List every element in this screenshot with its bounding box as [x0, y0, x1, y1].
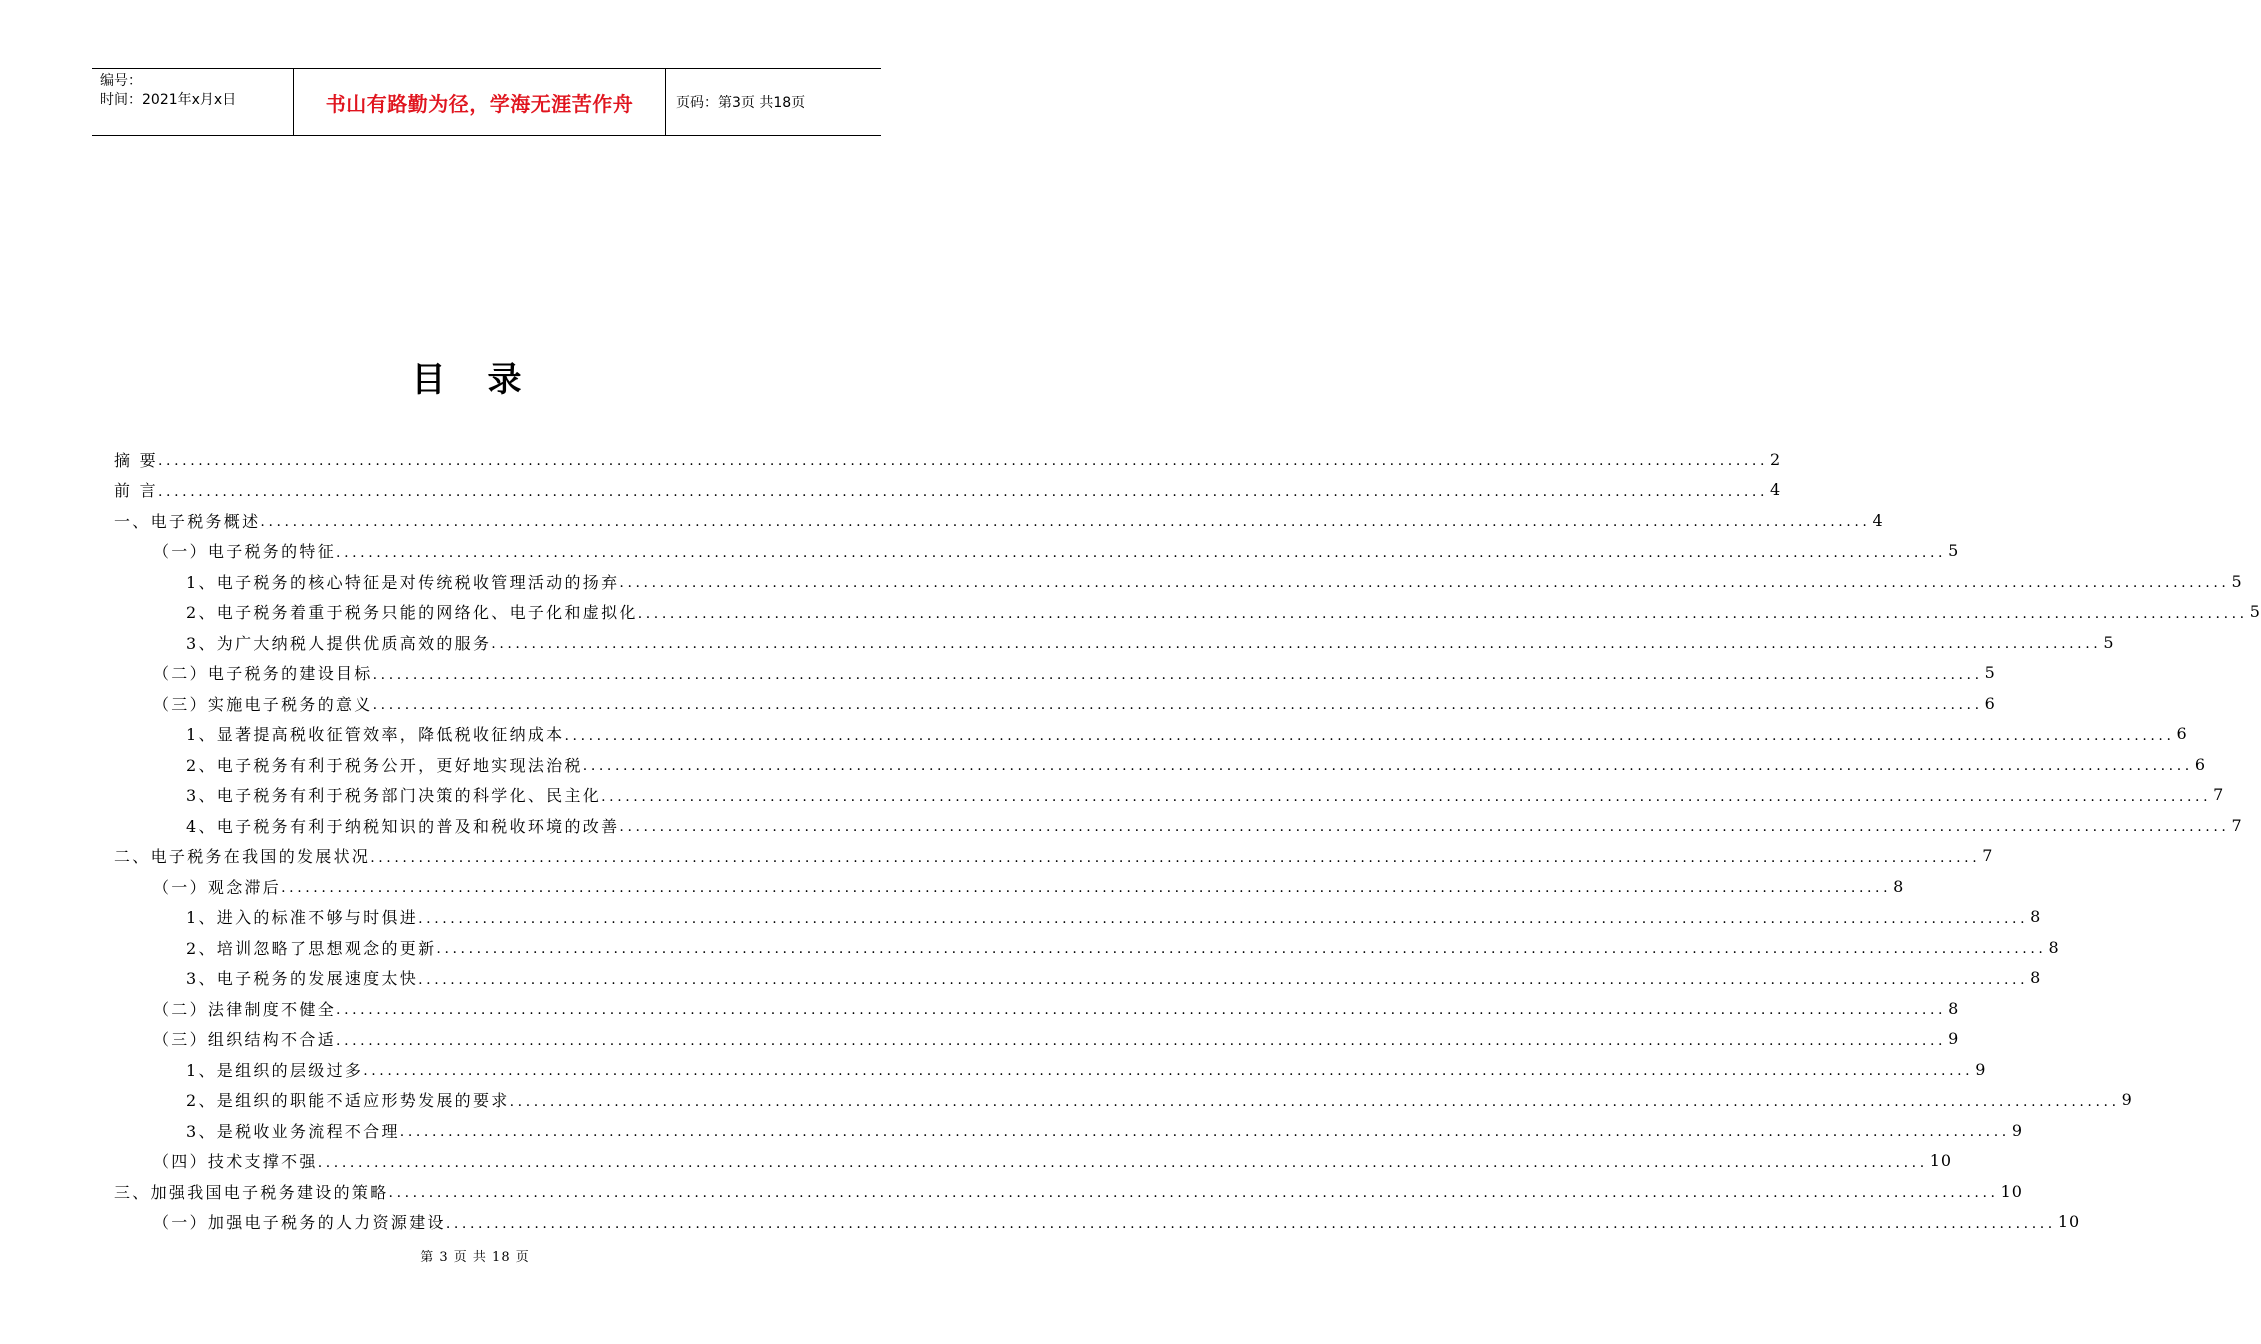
- toc-entry-text: 二、电子税务在我国的发展状况: [114, 847, 371, 867]
- toc-entry[interactable]: [114, 536, 1960, 567]
- toc-entry[interactable]: [114, 566, 2243, 597]
- toc-entry[interactable]: [114, 902, 2042, 933]
- toc-entry-text: 1、电子税务的核心特征是对传统税收管理活动的扬弃: [186, 572, 620, 592]
- toc-leader-dots: ........................................................................................................................................................................................................: [281, 880, 1892, 897]
- toc-entry-page: 10: [2057, 1212, 2081, 1232]
- toc-entry-page: 9: [1948, 1029, 1960, 1049]
- toc-leader-dots: ........................................................................................................................................................................................................: [509, 1093, 2120, 1110]
- toc-entry[interactable]: [114, 1085, 2133, 1116]
- toc-leader-dots: ........................................................................................................................................................................................................: [317, 1154, 1928, 1171]
- toc-entry-page: 4: [1770, 480, 1782, 500]
- toc-leader-dots: ........................................................................................................................................................................................................: [491, 636, 2102, 653]
- header-table: [92, 68, 881, 136]
- toc-leader-dots: ........................................................................................................................................................................................................: [418, 971, 2029, 988]
- toc-entry-text: 2、培训忽略了思想观念的更新: [186, 938, 437, 958]
- toc-leader-dots: ........................................................................................................................................................................................................: [158, 453, 1769, 470]
- toc-entry-page: 10: [2000, 1181, 2023, 1201]
- toc-leader-dots: ........................................................................................................................................................................................................: [637, 605, 2248, 622]
- toc-entry-page: 7: [1982, 846, 1994, 866]
- toc-entry-page: 6: [2176, 724, 2188, 744]
- toc-entry-page: 9: [2011, 1120, 2024, 1140]
- toc-entry-text: （一）加强电子税务的人力资源建设: [153, 1213, 446, 1233]
- toc-leader-dots: ........................................................................................................................................................................................................: [158, 483, 1769, 500]
- toc-entry-text: 3、是税收业务流程不合理: [186, 1121, 400, 1141]
- toc-leader-dots: ........................................................................................................................................................................................................: [619, 575, 2230, 592]
- toc-entry[interactable]: [114, 993, 1960, 1024]
- toc-leader-dots: ........................................................................................................................................................................................................: [601, 788, 2212, 805]
- toc-entry-text: 2、电子税务着重于税务只能的网络化、电子化和虚拟化: [186, 603, 638, 623]
- header-number-label: 编号：: [100, 73, 142, 89]
- toc-entry-page: 8: [1948, 998, 1960, 1018]
- toc-leader-dots: ........................................................................................................................................................................................................: [363, 1063, 1974, 1080]
- header-time-label: 时间：2021年x月x日: [100, 92, 237, 108]
- toc-leader-dots: ........................................................................................................................................................................................................: [619, 819, 2230, 836]
- toc-entry-text: 1、是组织的层级过多: [186, 1060, 364, 1080]
- toc-entry[interactable]: [114, 505, 1884, 536]
- toc-entry-page: 8: [2048, 937, 2060, 957]
- toc-entry-text: （三）组织结构不合适: [153, 1030, 337, 1050]
- toc-entry-page: 5: [1984, 663, 1996, 683]
- toc-entry-page: 8: [2030, 907, 2042, 927]
- toc-entry-text: （四）技术支撑不强: [153, 1152, 318, 1172]
- toc-entry[interactable]: [114, 810, 2243, 841]
- toc-entry-page: 9: [2121, 1090, 2133, 1110]
- toc-entry-text: （一）观念滞后: [153, 877, 282, 897]
- toc-entry-page: 5: [2249, 602, 2261, 622]
- toc-entry-text: 3、为广大纳税人提供优质高效的服务: [186, 633, 492, 653]
- toc-entry-page: 2: [1770, 449, 1782, 469]
- toc-leader-dots: ........................................................................................................................................................................................................: [336, 1002, 1947, 1019]
- toc-entry-text: 三、加强我国电子税务建设的策略: [114, 1182, 389, 1202]
- toc-entry[interactable]: [114, 597, 2261, 628]
- toc-leader-dots: ........................................................................................................................................................................................................: [336, 544, 1947, 561]
- toc-leader-dots: ........................................................................................................................................................................................................: [582, 758, 2193, 775]
- toc-entry-page: 7: [2231, 815, 2243, 835]
- toc-entry-page: 8: [2030, 968, 2042, 988]
- toc-entry-page: 5: [2103, 632, 2115, 652]
- toc-entry-text: 摘 要: [114, 450, 158, 470]
- toc-entry[interactable]: [114, 719, 2188, 750]
- toc-entry[interactable]: [114, 658, 1996, 689]
- toc-entry[interactable]: [114, 1054, 1987, 1085]
- toc-entry-text: 2、是组织的职能不适应形势发展的要求: [186, 1091, 510, 1111]
- toc-leader-dots: ........................................................................................................................................................................................................: [370, 849, 1981, 866]
- toc-entry-text: 2、电子税务有利于税务公开，更好地实现法治税: [186, 755, 583, 775]
- toc-entry-page: 8: [1893, 876, 1905, 896]
- toc-entry-page: 10: [1929, 1151, 1953, 1171]
- toc-entry-text: （二）电子税务的建设目标: [153, 664, 373, 684]
- toc-entry-page: 9: [1975, 1059, 1987, 1079]
- toc-entry-text: 3、电子税务的发展速度太快: [186, 969, 419, 989]
- toc-entry-text: 1、进入的标准不够与时俱进: [186, 908, 419, 928]
- toc-leader-dots: ........................................................................................................................................................................................................: [445, 1215, 2056, 1232]
- toc-entry-text: （一）电子税务的特征: [153, 542, 337, 562]
- toc-title: 目录: [411, 360, 564, 400]
- toc-entry-page: 5: [1948, 541, 1960, 561]
- toc-entry[interactable]: [114, 475, 1782, 506]
- toc-entry[interactable]: [114, 871, 1905, 902]
- page-footer: 第 3 页 共 18 页: [420, 1250, 530, 1265]
- toc-entry-text: 3、电子税务有利于税务部门决策的科学化、民主化: [186, 786, 602, 806]
- toc-leader-dots: ........................................................................................................................................................................................................: [372, 697, 1983, 714]
- toc-entry[interactable]: [114, 688, 1996, 719]
- toc-entry[interactable]: [114, 444, 1782, 475]
- toc-entry[interactable]: [114, 627, 2115, 658]
- toc-leader-dots: ........................................................................................................................................................................................................: [372, 666, 1983, 683]
- header-meta-cell: [92, 69, 293, 135]
- toc-entry-page: 7: [2213, 785, 2225, 805]
- toc-entry[interactable]: [114, 1146, 1953, 1177]
- toc-entry-text: 前 言: [114, 481, 158, 501]
- toc-entry[interactable]: [114, 749, 2207, 780]
- toc-leader-dots: ........................................................................................................................................................................................................: [336, 1032, 1947, 1049]
- toc-leader-dots: ........................................................................................................................................................................................................: [436, 941, 2047, 958]
- toc-entry[interactable]: [114, 1176, 2023, 1207]
- toc-entry-page: 6: [2194, 754, 2207, 774]
- toc-entry-page: 5: [2231, 571, 2243, 591]
- toc-entry[interactable]: [114, 1024, 1960, 1055]
- header-page-info: 页码：第3页 共18页: [676, 95, 806, 111]
- toc-entry[interactable]: [114, 932, 2060, 963]
- toc-entry[interactable]: [114, 841, 1994, 872]
- toc-entry-text: 1、显著提高税收征管效率，降低税收征纳成本: [186, 725, 565, 745]
- toc-entry-page: 6: [1984, 693, 1996, 713]
- toc-leader-dots: ........................................................................................................................................................................................................: [388, 1185, 1999, 1202]
- toc-entry-text: （三）实施电子税务的意义: [153, 694, 373, 714]
- toc-entry-text: 4、电子税务有利于纳税知识的普及和税收环境的改善: [186, 816, 620, 836]
- toc-leader-dots: ........................................................................................................................................................................................................: [260, 514, 1871, 531]
- toc-entry[interactable]: [114, 780, 2225, 811]
- toc-entry[interactable]: [114, 963, 2042, 994]
- toc-entry[interactable]: [114, 1207, 2081, 1238]
- toc-leader-dots: ........................................................................................................................................................................................................: [399, 1124, 2010, 1141]
- table-of-contents: [114, 444, 2261, 1237]
- toc-entry-text: 一、电子税务概述: [114, 511, 261, 531]
- toc-leader-dots: ........................................................................................................................................................................................................: [564, 727, 2175, 744]
- header-motto: 书山有路勤为径，学海无涯苦作舟: [293, 69, 666, 135]
- toc-entry-page: 4: [1872, 510, 1884, 530]
- toc-entry[interactable]: [114, 1115, 2024, 1146]
- toc-entry-text: （二）法律制度不健全: [153, 999, 337, 1019]
- toc-leader-dots: ........................................................................................................................................................................................................: [418, 910, 2029, 927]
